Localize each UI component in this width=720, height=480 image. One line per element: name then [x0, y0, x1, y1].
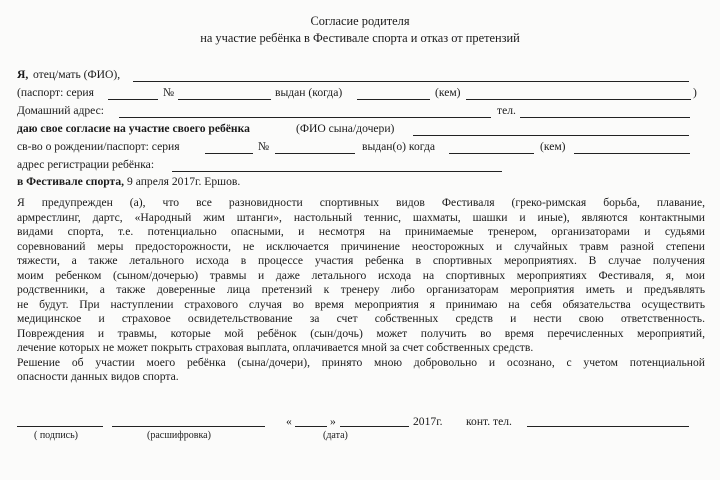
passport-issued-by-field[interactable]: [466, 99, 691, 100]
contact-phone-label: конт. тел.: [466, 415, 512, 428]
document-title-line2: на участие ребёнка в Фестивале спорта и отказ от претензий: [200, 31, 520, 45]
festival-date: 9 апреля 2017г. Ершов.: [127, 175, 241, 188]
paragraph-line: родственники, а также доверенные лица претензий к тренеру либо организаторам мероприятия иметь и предъявлять: [17, 283, 705, 296]
number-sign: №: [163, 86, 175, 99]
paragraph-line: Я предупрежден (а), что все разновидности спортивных видов Фестиваля (греко-римская борьба, плавание,: [17, 196, 705, 209]
date-quote-close: »: [330, 415, 336, 428]
date-year: 2017г.: [413, 415, 443, 428]
passport-label: (паспорт: серия: [17, 86, 94, 99]
paragraph-line: не будут. При наступлении страхового случая во время мероприятия я принимаю на себя обязательства осуществить: [17, 297, 705, 311]
paragraph-line: Повреждения и травмы, которые мой ребёнок (сын/дочь) может получить во время перечисленных мероприятий,: [17, 326, 705, 340]
paragraph-line: лечение которых не может покрыть страховая выплата, оплачивается мной за счет собственных средств.: [17, 341, 534, 354]
home-address-label: Домашний адрес:: [17, 104, 104, 117]
passport-series-field[interactable]: [108, 99, 158, 100]
birth-cert-label: св-во о рождении/паспорт: серия: [17, 140, 180, 153]
date-quote-open: «: [286, 415, 292, 428]
paragraph-line: моим ребенком (сыном/дочерью) травмы и даже летального исхода на спортивных мероприятиях Фестиваля, я, мои: [17, 268, 705, 282]
issued-by-label: (кем): [435, 86, 461, 99]
birth-cert-number-field[interactable]: [275, 153, 355, 154]
paragraph-line: Решение об участии моего ребёнка (сына/дочери), принято мною добровольно и осознано, с учетом потенциальной: [17, 355, 705, 369]
date-month-field[interactable]: [340, 426, 409, 427]
child-name-field[interactable]: [413, 135, 689, 136]
paragraph-line: тяжести, а также летального исхода в процессе участия ребенка в спортивных мероприятиях. В случае получения: [17, 254, 705, 267]
i-label: Я,: [17, 68, 29, 81]
registration-address-field[interactable]: [172, 171, 502, 172]
phone-field[interactable]: [520, 117, 690, 118]
date-day-field[interactable]: [295, 426, 327, 427]
consent-label: даю свое согласие на участие своего ребёнка: [17, 122, 250, 135]
paragraph-line: армрестлинг, дартс, «Народный жим штанги», настольный теннис, шахматы, шашки и иные), являются контактными: [17, 210, 705, 224]
signature-caption: ( подпись): [34, 430, 79, 441]
close-paren: ): [693, 86, 697, 99]
passport-issued-date-field[interactable]: [357, 99, 430, 100]
paragraph-line: видами спорта, т.е. потенциально опасными, и несмотря на принимаемые тренером, организаторами и судьями: [17, 225, 705, 238]
passport-number-field[interactable]: [178, 99, 271, 100]
birth-cert-issued-by-field[interactable]: [574, 153, 690, 154]
signature-field[interactable]: [17, 426, 103, 427]
signature-decoding-field[interactable]: [112, 426, 265, 427]
issued-when-label-2: выдан(о) когда: [362, 140, 435, 153]
birth-cert-series-field[interactable]: [205, 153, 253, 154]
festival-line: [17, 175, 240, 189]
parent-label: отец/мать (ФИО),: [33, 68, 121, 81]
parent-name-field[interactable]: [133, 81, 689, 82]
date-caption: (дата): [323, 430, 348, 441]
home-address-field[interactable]: [119, 117, 491, 118]
paragraph-line: медицинское и страховое освидетельствование за счет собственных средств и нести свою ответственность.: [17, 312, 705, 325]
issued-when-label: выдан (когда): [275, 86, 343, 99]
paragraph-line: соревнований меры предосторожности, не исключается причинение неосторожных и случайных травм разной степени: [17, 239, 705, 253]
number-sign-2: №: [258, 140, 270, 153]
decoding-caption: (расшифровка): [147, 430, 211, 441]
birth-cert-issued-date-field[interactable]: [449, 153, 534, 154]
festival-label: в Фестивале спорта,: [17, 175, 125, 188]
document-title-line1: Согласие родителя: [310, 14, 410, 28]
contact-phone-field[interactable]: [527, 426, 689, 427]
phone-label: тел.: [497, 104, 516, 117]
issued-by-label-2: (кем): [540, 140, 566, 153]
child-name-label: (ФИО сына/дочери): [296, 122, 395, 135]
registration-address-label: адрес регистрации ребёнка:: [17, 158, 155, 171]
paragraph-line: опасности данных видов спорта.: [17, 370, 179, 383]
